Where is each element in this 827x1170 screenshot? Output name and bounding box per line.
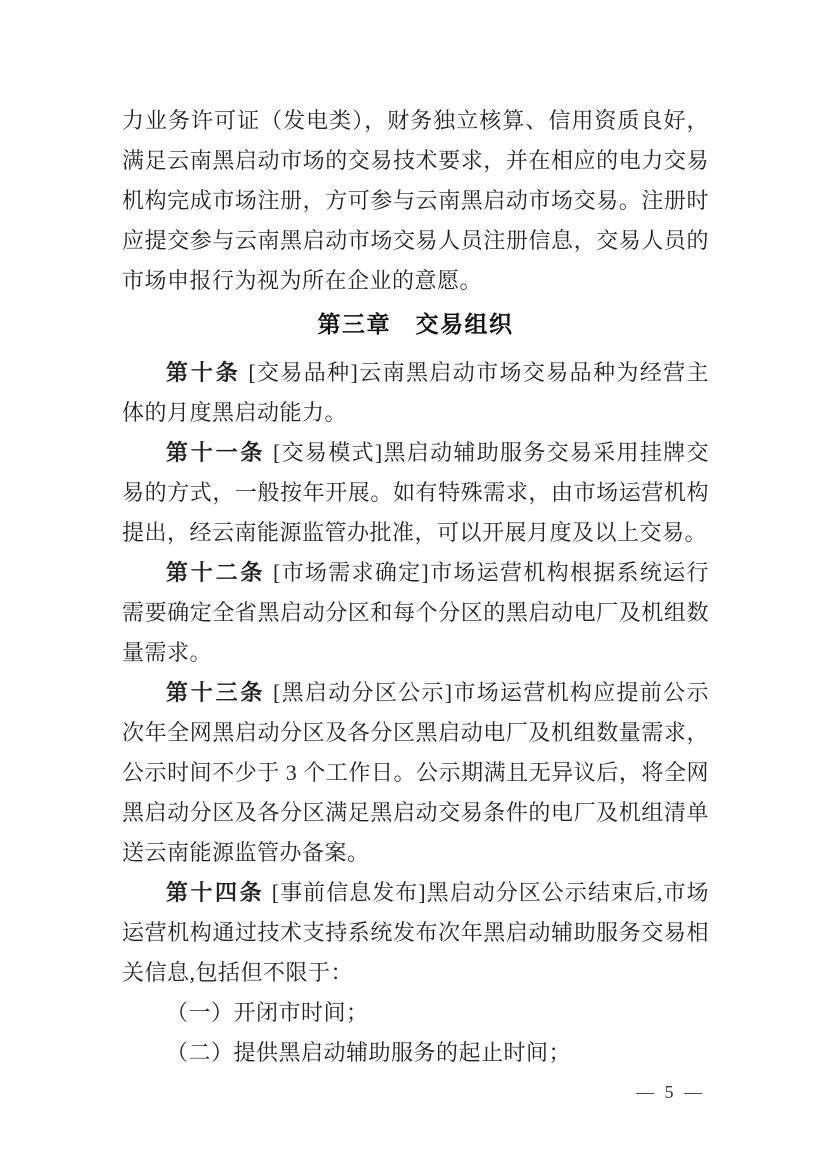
document-body bbox=[122, 101, 709, 1073]
article-14-number: 第十四条 bbox=[166, 880, 265, 905]
list-item-2: （二）提供黑启动辅助服务的起止时间； bbox=[166, 1040, 572, 1065]
article-11 bbox=[122, 433, 709, 553]
chapter-heading: 第三章 交易组织 bbox=[317, 312, 514, 337]
list-item-1: （一）开闭市时间； bbox=[166, 1000, 369, 1025]
article-10-text: [交易品种]云南黑启动市场交易品种为经营主体的月度黑启动能力。 bbox=[122, 360, 709, 425]
article-12-number: 第十二条 bbox=[166, 560, 266, 585]
article-10 bbox=[122, 353, 709, 433]
article-13-text: [黑启动分区公示]市场运营机构应提前公示次年全网黑启动分区及各分区黑启动电厂及机组数量需求，公示时间不少于 3 个工作日。公示期满且无异议后，将全网黑启动分区及各分区满足黑启动交易条件的电厂及机组清单送云南能源监管办备案。 bbox=[122, 680, 709, 865]
article-12-text: [市场需求确定]市场运营机构根据系统运行需要确定全省黑启动分区和每个分区的黑启动电厂及机组数量需求。 bbox=[122, 560, 709, 665]
article-14 bbox=[122, 873, 709, 993]
article-11-number: 第十一条 bbox=[166, 440, 266, 465]
article-13-number: 第十三条 bbox=[166, 680, 266, 705]
paragraph-continuation: 力业务许可证（发电类），财务独立核算、信用资质良好，满足云南黑启动市场的交易技术要求，并在相应的电力交易机构完成市场注册，方可参与云南黑启动市场交易。注册时应提交参与云南黑启动市场交易人员注册信息，交易人员的市场申报行为视为所在企业的意愿。 bbox=[122, 108, 709, 293]
article-12 bbox=[122, 553, 709, 673]
article-13 bbox=[122, 673, 709, 873]
article-11-text: [交易模式]黑启动辅助服务交易采用挂牌交易的方式，一般按年开展。如有特殊需求，由市场运营机构提出，经云南能源监管办批准，可以开展月度及以上交易。 bbox=[122, 440, 709, 545]
article-14-text: [事前信息发布]黑启动分区公示结束后,市场运营机构通过技术支持系统发布次年黑启动辅助服务交易相关信息,包括但不限于： bbox=[122, 880, 709, 985]
article-10-number: 第十条 bbox=[166, 360, 241, 385]
page-number: — 5 — bbox=[636, 1082, 705, 1102]
